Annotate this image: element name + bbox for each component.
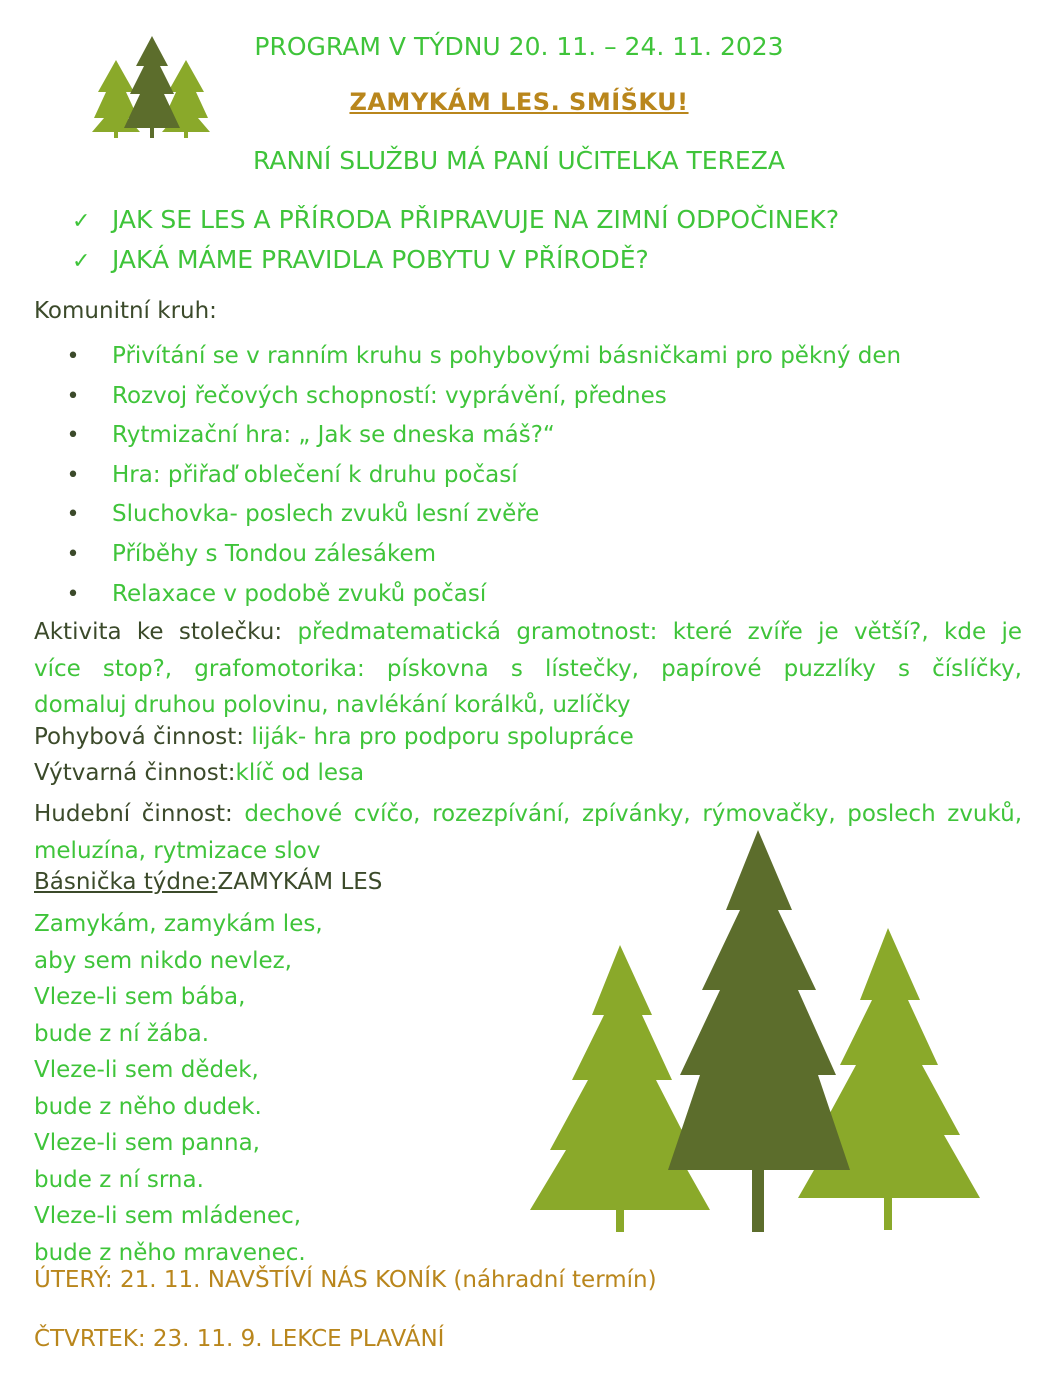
poem-line: bude z něho mravenec. — [34, 1239, 306, 1266]
community-circle-label: Komunitní kruh: — [34, 298, 217, 324]
tuesday-note: (náhradní termín) — [453, 1267, 657, 1293]
music-label: Hudební činnost: — [34, 801, 233, 827]
page-title: PROGRAM V TÝDNU 20. 11. – 24. 11. 2023 — [254, 32, 784, 61]
bullet-icon: • — [66, 502, 80, 528]
weekly-motto: ZAMYKÁM LES. SMÍŠKU! — [349, 88, 689, 116]
thursday-event: ČTVRTEK: 23. 11. 9. LEKCE PLAVÁNÍ — [34, 1326, 445, 1352]
list-item: • Rozvoj řečových schopností: vyprávění, přednes — [34, 378, 901, 418]
big-tree-right — [798, 928, 980, 1230]
check-icon: ✓ — [72, 209, 91, 234]
table-activity-paragraph: Aktivita ke stolečku: předmatematická gramotnost: které zvíře je větší?, kde je více stop?, grafomotorika: pískovna s lístečky, papírové puzzlíky s číslíčky, domaluj druhou polovinu, navlékání korálků, uzlíčky — [34, 619, 1022, 718]
bullet-icon: • — [66, 383, 80, 409]
community-circle-list — [34, 338, 901, 615]
poem-label: Básnička týdne: — [34, 869, 218, 895]
tuesday-event: ÚTERÝ: 21. 11. NAVŠTÍVÍ NÁS KONÍK (náhradní termín) — [34, 1267, 657, 1293]
poem-line: Vleze-li sem bába, — [34, 984, 246, 1010]
morning-duty: RANNÍ SLUŽBU MÁ PANÍ UČITELKA TEREZA — [253, 146, 785, 175]
bullet-icon: • — [66, 423, 80, 449]
poem-line: Vleze-li sem panna, — [34, 1130, 260, 1156]
movement-activity: Pohybová činnost: liják- hra pro podporu spolupráce — [34, 724, 634, 750]
list-item: • Hra: přiřaď oblečení k druhu počasí — [34, 457, 901, 497]
list-item: • Příběhy s Tondou zálesákem — [34, 536, 901, 576]
bullet-icon: • — [66, 541, 80, 567]
movement-label: Pohybová činnost: — [34, 724, 245, 750]
poem-line: bude z ní žába. — [34, 1020, 210, 1047]
bullet-icon: • — [66, 462, 80, 488]
list-item: • Přivítání se v ranním kruhu s pohybovými básničkami pro pěkný den — [34, 338, 901, 378]
big-tree-left — [530, 945, 710, 1232]
art-label: Výtvarná činnost: — [34, 760, 236, 786]
bullet-icon: • — [66, 344, 80, 369]
list-item: • Rytmizační hra: „ Jak se dneska máš?“ — [34, 417, 901, 457]
poem-line: Vleze-li sem dědek, — [34, 1057, 259, 1083]
check-icon: ✓ — [72, 249, 91, 274]
list-item: • Sluchovka- poslech zvuků lesní zvěře — [34, 496, 901, 536]
music-activity: Hudební činnost: dechové cvíčo, rozezpívání, zpívánky, rýmovačky, poslech zvuků, meluzína, rytmizace slov — [34, 801, 1023, 864]
poem-heading — [34, 869, 382, 895]
list-item: ✓ JAKÁ MÁME PRAVIDLA POBYTU V PŘÍRODĚ? — [72, 242, 839, 282]
art-activity: Výtvarná činnost:klíč od lesa — [34, 760, 365, 786]
poem-title: ZAMYKÁM LES — [217, 869, 383, 895]
poem-line: Zamykám, zamykám les, — [34, 911, 323, 937]
list-item: • Relaxace v podobě zvuků počasí — [34, 576, 901, 616]
bullet-icon: • — [66, 581, 80, 607]
table-activity-label: Aktivita ke stolečku: — [34, 619, 283, 645]
poem-line: bude z ní srna. — [34, 1166, 204, 1193]
poem-line: bude z něho dudek. — [34, 1093, 262, 1120]
list-item: ✓ JAK SE LES A PŘÍRODA PŘIPRAVUJE NA ZIMNÍ ODPOČINEK? — [72, 202, 839, 242]
poem-line: Vleze-li sem mládenec, — [34, 1203, 302, 1229]
questions-list — [72, 202, 839, 282]
poem-text — [34, 906, 323, 1271]
big-trees-icon — [530, 830, 990, 1235]
poem-line: aby sem nikdo nevlez, — [34, 947, 292, 974]
